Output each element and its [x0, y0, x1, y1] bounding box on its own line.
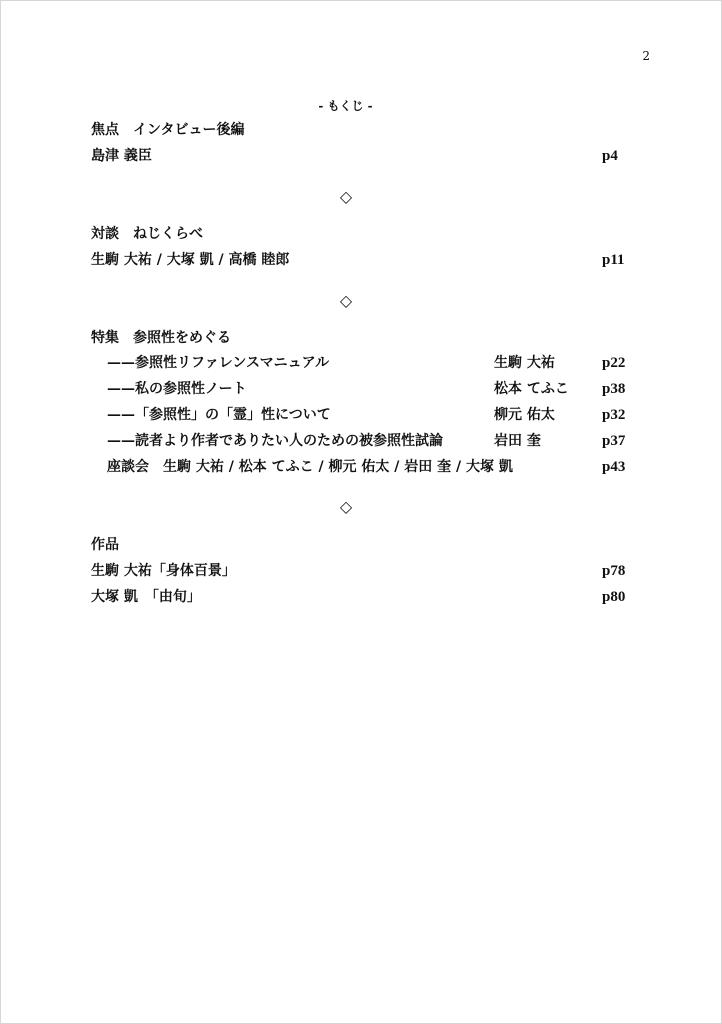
- dialogue-section-header: 対談 ねじくらべ: [91, 226, 203, 242]
- roundtable-page: p43: [602, 459, 626, 475]
- works-section-header: 作品: [91, 537, 119, 553]
- focus-entry[interactable]: [91, 145, 651, 167]
- feature-item-title: ——私の参照性ノート: [107, 381, 247, 397]
- works-item-page: p80: [602, 589, 626, 605]
- feature-item-page: p32: [602, 407, 626, 423]
- feature-item-title: ——読者より作者でありたい人のための被参照性試論: [107, 433, 443, 449]
- separator-diamond-3: ◇: [339, 497, 353, 516]
- dialogue-entry-page: p11: [602, 252, 625, 268]
- feature-item-title: ——参照性リファレンスマニュアル: [107, 355, 330, 371]
- feature-item-page: p38: [602, 381, 626, 397]
- feature-item-author: 生駒 大祐: [494, 355, 555, 371]
- roundtable-entry[interactable]: [107, 456, 652, 478]
- page-number: 2: [642, 49, 650, 63]
- focus-entry-title: 島津 義臣: [91, 148, 152, 164]
- focus-section-header: 焦点 インタビュー後編: [91, 122, 245, 138]
- separator-diamond-2: ◇: [339, 291, 353, 310]
- feature-item-author: 松本 てふこ: [494, 381, 569, 397]
- toc-heading: - もくじ -: [318, 99, 373, 113]
- works-item-page: p78: [602, 563, 626, 579]
- works-item-title: 大塚 凱 「由旬」: [91, 589, 201, 605]
- feature-item-page: p37: [602, 433, 626, 449]
- works-item-title: 生駒 大祐「身体百景」: [91, 563, 236, 579]
- feature-item[interactable]: [107, 404, 652, 426]
- dialogue-entry[interactable]: [91, 249, 651, 271]
- feature-section-header: 特集 参照性をめぐる: [91, 330, 231, 346]
- separator-diamond-1: ◇: [339, 187, 353, 206]
- feature-item-author: 岩田 奎: [494, 433, 541, 449]
- feature-item[interactable]: [107, 430, 652, 452]
- dialogue-entry-title: 生駒 大祐 / 大塚 凱 / 高橋 睦郎: [91, 252, 290, 268]
- works-item[interactable]: [91, 560, 651, 582]
- feature-item[interactable]: [107, 378, 652, 400]
- focus-entry-page: p4: [602, 148, 618, 164]
- feature-item-title: ——「参照性」の「霊」性について: [107, 407, 331, 423]
- works-item[interactable]: [91, 586, 651, 608]
- roundtable-title: 座談会 生駒 大祐 / 松本 てふこ / 柳元 佑太 / 岩田 奎 / 大塚 凱: [107, 459, 513, 475]
- feature-item-author: 柳元 佑太: [494, 407, 555, 423]
- feature-item[interactable]: [107, 352, 652, 374]
- feature-item-page: p22: [602, 355, 626, 371]
